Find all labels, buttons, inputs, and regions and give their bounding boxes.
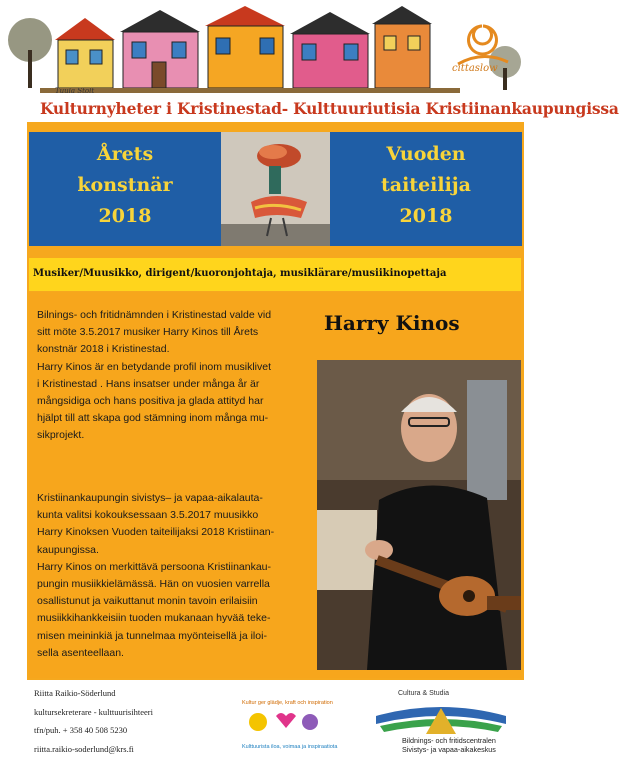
award-sv-line2: konstnär — [77, 174, 173, 196]
sv-line: sitt möte 3.5.2017 musiker Harry Kinos till Årets — [37, 326, 259, 339]
sv-line: hjälpt till att skapa god stämning inom många mu- — [37, 412, 269, 425]
sv-line: Harry Kinos är en betydande profil inom musiklivet — [37, 360, 272, 373]
roles-line: Musiker/Muusikko, dirigent/kuoronjohtaja, musiklärare/musiikinopettaja — [33, 268, 447, 279]
fi-line: kaupungissa. — [37, 543, 99, 556]
contact-phone: tfn/puh. + 358 40 508 5230 — [34, 725, 128, 735]
contact-name: Riitta Raikio-Söderlund — [34, 688, 116, 698]
award-title-finnish — [330, 132, 522, 246]
award-sv-year: 2018 — [98, 205, 152, 227]
culture-joy-logo — [238, 692, 338, 754]
logo-a-text2: Kulttuurista iloa, voimaa ja inspiraatiota — [242, 744, 338, 750]
logo-b-title: Cultura & Studia — [398, 690, 449, 697]
artist-name-heading: Harry Kinos — [324, 311, 460, 335]
logo-b-line2: Sivistys- ja vapaa-aikakeskus — [402, 745, 496, 754]
award-sv-line1: Årets — [96, 143, 154, 165]
award-fi-year: 2018 — [399, 205, 453, 227]
fi-line: sella asenteellaan. — [37, 646, 124, 659]
logo-b-line1: Bildnings- och fritidscentralen — [402, 736, 496, 745]
fi-line: Harry Kinos on merkittävä persoona Kristiinankau- — [37, 560, 272, 573]
sv-line: mångsidiga och hans positiva ja glada attityd har — [37, 395, 264, 408]
fi-line: misen meininkiä ja tunnelmaa myönteisellä ja iloi- — [37, 629, 267, 642]
logo-a-text1: Kultur ger glädje, kraft och inspiration — [242, 700, 333, 706]
award-fi-line1: Vuoden — [386, 143, 466, 165]
sv-line: konstnär 2018 i Kristinestad. — [37, 343, 170, 356]
cultura-studia-logo — [366, 688, 516, 768]
fi-line: musiikkihankkeisiin tuoden mukanaan hyvää teke- — [37, 612, 271, 625]
fi-line: osallistunut ja vaikuttanut monin tavoin erilaisiin — [37, 595, 258, 608]
banner-title: Kulturnyheter i Kristinestad- Kulttuuriutisia Kristiinankaupungissa — [40, 99, 619, 118]
award-fi-line2: taiteilija — [380, 174, 471, 196]
sv-line: Bilnings- och fritidnämnden i Kristinestad valde vid — [37, 309, 272, 321]
swedish-text-block — [37, 307, 317, 445]
fi-line: Harry Kinoksen Vuoden taiteilijaksi 2018 Kristiinan- — [37, 526, 275, 539]
artist-credit: Tuula Stolt — [55, 87, 95, 95]
sv-line: i Kristinestad . Hans insatser under många år är — [37, 377, 260, 390]
fi-line: kunta valitsi kokouksessaan 3.5.2017 muusikko — [37, 509, 259, 522]
sculpture-photo — [221, 132, 330, 246]
fi-line: pungin musiikkielämässä. Hän on vuosien varrella — [37, 578, 270, 591]
fi-line: Kristiinankaupungin sivistys– ja vapaa-aikalauta- — [37, 492, 263, 504]
sv-line: sikprojekt. — [37, 429, 85, 442]
contact-email[interactable]: riitta.raikio-soderlund@krs.fi — [34, 744, 134, 754]
award-title-swedish — [29, 132, 221, 246]
artist-photo — [317, 360, 521, 670]
contact-title: kultursekreterare - kulttuurisihteeri — [34, 707, 153, 717]
finnish-text-block — [37, 490, 317, 662]
cittaslow-label: cittaslow — [452, 63, 498, 74]
